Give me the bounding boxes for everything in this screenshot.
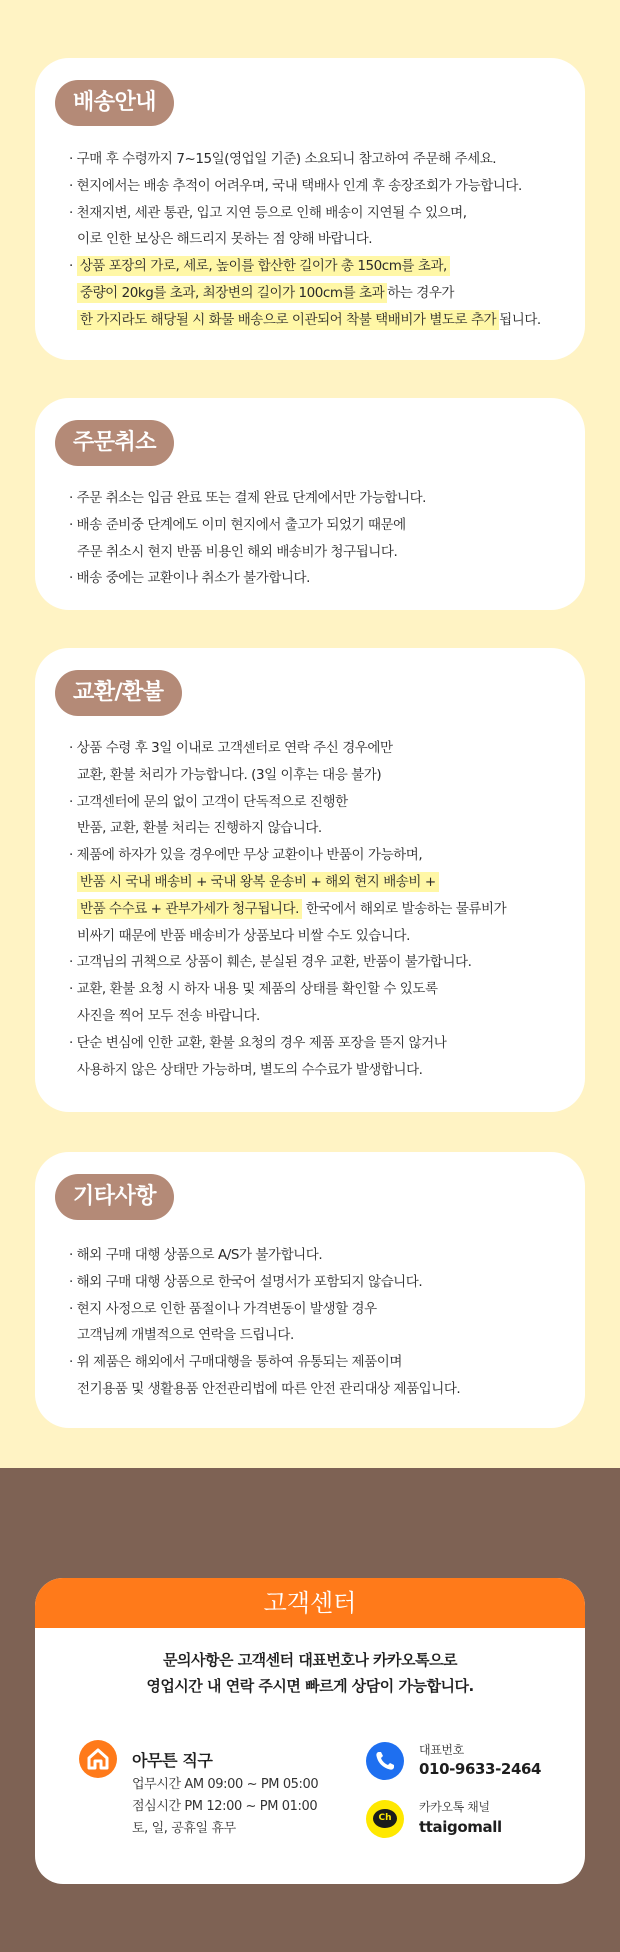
list-item: · 해외 구매 대행 상품으로 한국어 설명서가 포함되지 않습니다. [69, 1273, 423, 1290]
cancel-list [69, 485, 567, 592]
hours-lunch: 점심시간 PM 12:00 ~ PM 01:00 [132, 1799, 318, 1814]
list-item: · 배송 중에는 교환이나 취소가 불가합니다. [69, 570, 310, 587]
plain-text: 한국에서 해외로 발송하는 물류비가 [301, 900, 507, 917]
list-item: · 위 제품은 해외에서 구매대행을 통하여 유통되는 제품이며 [69, 1354, 402, 1371]
highlight-text: 반품 시 국내 배송비 + 국내 왕복 운송비 + 해외 현지 배송비 + [77, 872, 439, 892]
list-item: 고객님께 개별적으로 연락을 드립니다. [77, 1327, 294, 1344]
list-item: · 제품에 하자가 있을 경우에만 무상 교환이나 반품이 가능하며, [69, 847, 423, 864]
etc-card [35, 1152, 585, 1428]
shipping-card [35, 58, 585, 360]
list-item: · 해외 구매 대행 상품으로 A/S가 불가합니다. [69, 1247, 323, 1263]
bullet: · [69, 258, 77, 275]
list-item: · 현지에서는 배송 추적이 어려우며, 국내 택배사 인계 후 송장조회가 가능합니다. [69, 177, 522, 194]
message-line: 문의사항은 고객센터 대표번호나 카카오톡으로 [163, 1651, 457, 1669]
highlight-text: 반품 수수료 + 관부가세가 청구됩니다. [77, 899, 302, 919]
exchange-card [35, 648, 585, 1112]
highlight-text: 한 가지라도 해당될 시 화물 배송으로 이관되어 착불 택배비가 별도로 추가 [77, 310, 499, 330]
etc-list [69, 1242, 567, 1403]
customer-center-title: 고객센터 [35, 1578, 585, 1628]
list-item: 교환, 환불 처리가 가능합니다. (3일 이후는 대응 불가) [77, 766, 382, 783]
shipping-list [69, 146, 567, 334]
list-item: 이로 인한 보상은 해드리지 못하는 점 양해 바랍니다. [77, 231, 373, 248]
list-item: · 고객님의 귀책으로 상품이 훼손, 분실된 경우 교환, 반품이 불가합니다. [69, 954, 472, 971]
shipping-title: 배송안내 [55, 80, 174, 126]
list-item: · 현지 사정으로 인한 품절이나 가격변동이 발생할 경우 [69, 1300, 377, 1317]
exchange-title: 교환/환불 [55, 670, 182, 716]
kakao-channel-icon[interactable] [366, 1800, 404, 1838]
list-item: · 배송 준비중 단계에도 이미 현지에서 출고가 되었기 때문에 [69, 516, 406, 533]
phone-number[interactable]: 010-9633-2464 [419, 1760, 542, 1778]
list-item [69, 869, 567, 896]
cancel-title: 주문취소 [55, 420, 174, 466]
list-item: · 상품 수령 후 3일 이내로 고객센터로 연락 주신 경우에만 [69, 740, 393, 756]
list-item: · 고객센터에 문의 없이 고객이 단독적으로 진행한 [69, 793, 348, 810]
highlight-text: 중량이 20kg를 초과, 최장변의 길이가 100cm를 초과 [77, 283, 387, 303]
cancel-card [35, 398, 585, 610]
list-item [69, 307, 567, 334]
etc-title: 기타사항 [55, 1174, 174, 1220]
list-item: 비싸기 때문에 반품 배송비가 상품보다 비쌀 수도 있습니다. [77, 927, 410, 944]
message-line: 영업시간 내 연락 주시면 빠르게 상담이 가능합니다. [146, 1677, 474, 1695]
kakao-badge: Ch [373, 1809, 397, 1828]
customer-center-card [35, 1578, 585, 1884]
list-item [69, 253, 567, 280]
business-hours [132, 1774, 318, 1840]
phone-icon[interactable] [366, 1742, 404, 1780]
list-item [69, 280, 567, 307]
customer-center-message [35, 1647, 585, 1699]
list-item: · 교환, 환불 요청 시 하자 내용 및 제품의 상태를 확인할 수 있도록 [69, 981, 438, 998]
store-name: 아무튼 직구 [132, 1751, 213, 1770]
list-item [69, 896, 567, 923]
exchange-list [69, 735, 567, 1083]
hours-closed: 토, 일, 공휴일 휴무 [132, 1821, 236, 1836]
list-item: 전기용품 및 생활용품 안전관리법에 따른 안전 관리대상 제품입니다. [77, 1380, 461, 1397]
plain-text: 됩니다. [499, 311, 541, 328]
home-store-icon [79, 1740, 117, 1778]
list-item: · 천재지변, 세관 통관, 입고 지연 등으로 인해 배송이 지연될 수 있으며, [69, 204, 467, 221]
hours-business: 업무시간 AM 09:00 ~ PM 05:00 [132, 1777, 319, 1792]
highlight-text: 상품 포장의 가로, 세로, 높이를 합산한 길이가 총 150cm를 초과, [77, 256, 450, 276]
kakao-label: 카카오톡 채널 [419, 1800, 490, 1814]
list-item: 사진을 찍어 모두 전송 바랍니다. [77, 1007, 260, 1024]
list-item: · 단순 변심에 인한 교환, 환불 요청의 경우 제품 포장을 뜯지 않거나 [69, 1034, 447, 1051]
phone-label: 대표번호 [419, 1743, 464, 1757]
kakao-id[interactable]: ttaigomall [419, 1818, 502, 1836]
list-item: 주문 취소시 현지 반품 비용인 해외 배송비가 청구됩니다. [77, 543, 398, 560]
list-item: · 구매 후 수령까지 7~15일(영업일 기준) 소요되니 참고하여 주문해 주세요. [69, 151, 497, 167]
list-item: · 주문 취소는 입금 완료 또는 결제 완료 단계에서만 가능합니다. [69, 490, 427, 506]
list-item: 반품, 교환, 환불 처리는 진행하지 않습니다. [77, 820, 322, 837]
list-item: 사용하지 않은 상태만 가능하며, 별도의 수수료가 발생합니다. [77, 1061, 423, 1078]
plain-text: 하는 경우가 [387, 284, 454, 301]
